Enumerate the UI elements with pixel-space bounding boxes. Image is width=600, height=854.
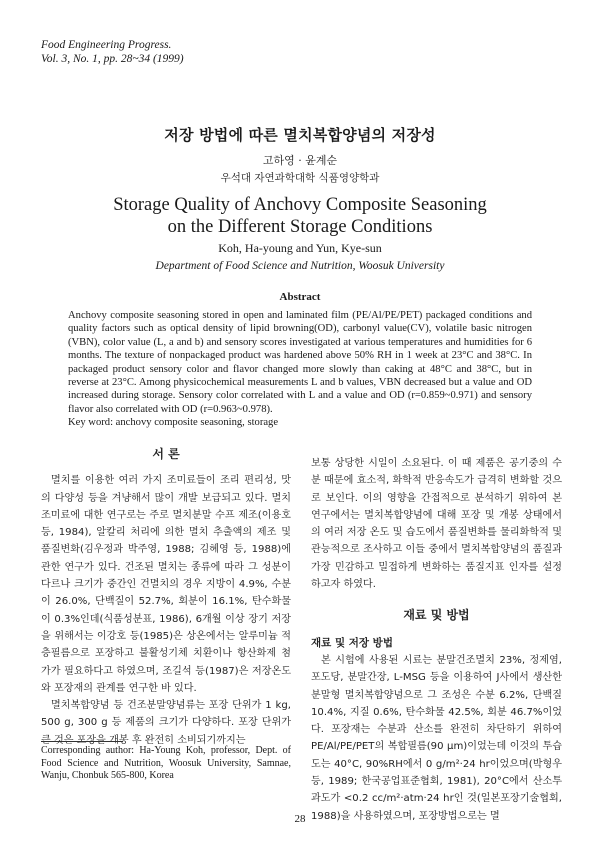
journal-header xyxy=(41,38,184,66)
methods-heading: 재료 및 방법 xyxy=(403,608,470,623)
footnote: Corresponding author: Ha-Young Koh, professor, Dept. of Food Science and Nutrition, Woosuk University, Samnae, Wanju, Chonbuk 565-800, Korea xyxy=(41,745,291,781)
abstract-heading: Abstract xyxy=(279,291,321,303)
methods-subheading: 재료 및 저장 방법 xyxy=(311,636,393,649)
title-english-line2: on the Different Storage Conditions xyxy=(167,217,433,237)
title-english-line1: Storage Quality of Anchovy Composite Seasoning xyxy=(113,195,487,215)
intro-paragraph-2: 멸치복합양념 등 건조분말양념류는 포장 단위가 1 kg, 500 g, 300 g 등 제품의 크기가 다양하다. 포장 단위가 큰 것은 포장을 개봉 후 완전히 소비되기까지는 xyxy=(41,700,291,746)
affiliation-korean: 우석대 자연과학대학 식품영양학과 xyxy=(220,172,380,184)
journal-citation: Vol. 3, No. 1, pp. 28~34 (1999) xyxy=(41,53,184,65)
right-column xyxy=(311,455,562,825)
affiliation-english: Department of Food Science and Nutrition, Woosuk University xyxy=(155,260,445,272)
abstract-text: Anchovy composite seasoning stored in open and laminated film (PE/Al/PE/PET) packaged conditions and quality factors such as optical density of lipid browning(OD), carbonyl value(CV), volatile basic nitrogen (VBN), color value (L, a and b) and sensory scores investigated at various temperatures and humidities for 6 months. The texture of nonpackaged product was hardened above 50% RH in 1 week at 23°C and 38°C. In packaged product sensory color and flavor changed more slowly than caking at 48°C and 38°C, but in reverse at 23°C. Among physicochemical measurements L and b values, VBN decreased but a value and OD increased during storage. Sensory color correlated with L and a value and OD (r=0.859~0.971) and sensory flavor also correlated with OD (r=0.963~0.978). xyxy=(68,310,532,415)
keywords: Key word: anchovy composite seasoning, storage xyxy=(68,417,279,428)
intro-heading: 서 론 xyxy=(152,447,180,461)
authors-english: Koh, Ha-young and Yun, Kye-sun xyxy=(218,241,382,255)
intro-paragraph-3: 보통 상당한 시일이 소요된다. 이 때 제품은 공기중의 수분 때문에 효소적, 화학적 반응속도가 급격히 변화할 것으로 보인다. 이의 영향을 간접적으로 분석하기 위하여 본 연구에서는 멸치복합양념에 대해 포장 및 개봉 상태에서의 여러 저장 온도 및 습도에서 품질변화를 물리화학적 및 관능적으로 조사하고 이들 중에서 멸치복합양념의 품질과 가장 민감하고 밀접하게 변화하는 품질지표 인자를 설정하고자 하였다. xyxy=(311,458,562,591)
methods-paragraph-1: 본 시험에 사용된 시료는 분말건조멸치 23%, 정제염, 포도당, 분말간장, L-MSG 등을 이용하여 J사에서 생산한 분말형 멸치복합양념으로 그 조성은 수분 6.2%, 단백질 10.4%, 지질 0.6%, 탄수화물 42.5%, 회분 46.7%이었다. 포장재는 수분과 산소를 완전히 차단하기 위하여 PE/Al/PE/PET의 복합필름(90 μm)이었는데 이것의 투습도는 40°C, 90%RH에서 0 g/m²·24 hr이었으며(박형우 등, 1989; 한국공업표준협회, 1981), 20°C에서 산소투과도가 <0.2 cc/m²·atm·24 hr인 것(일본포장기술협회, 1988)을 사용하였으며, 포장방법으로는 멸 xyxy=(311,654,562,822)
left-column xyxy=(41,446,291,749)
page-number: 28 xyxy=(294,813,306,825)
title-korean: 저장 방법에 따른 멸치복합양념의 저장성 xyxy=(164,126,436,144)
footnote-divider xyxy=(41,741,123,742)
title-english xyxy=(0,194,600,238)
intro-paragraph-1: 멸치를 이용한 여러 가지 조미료들이 조리 편리성, 맛의 다양성 등을 겨냥해서 많이 개발 보급되고 있다. 멸치 조미료에 대한 연구로는 주로 멸치분말 수프 제조(이용호 등, 1984), 알칼리 처리에 의한 멸치 추출액의 제조 및 품질변화(김우정과 박주영, 1988; 김혜영 등, 1988)에 관한 연구가 있다. 건조된 멸치는 종류에 따라 그 성분이 다르나 크기가 중간인 건멸치의 경우 지방이 4.9%, 수분이 26.0%, 단백질이 52.7%, 회분이 16.1%, 탄수화물이 0.3%인데(식품성분표, 1986), 6개월 이상 장기 저장을 위해서는 이강호 등(1985)은 상온에서는 알루미늄 적층필름으로 포장하고 불활성기체 치환이나 항산화제 첨가가 필요하다고 하였으며, 조길석 등(1987)은 저장온도와 포장재의 관계를 연구한 바 있다. xyxy=(41,475,291,694)
journal-name: Food Engineering Progress. xyxy=(41,39,172,51)
authors-korean: 고하영 · 윤계순 xyxy=(262,154,338,167)
